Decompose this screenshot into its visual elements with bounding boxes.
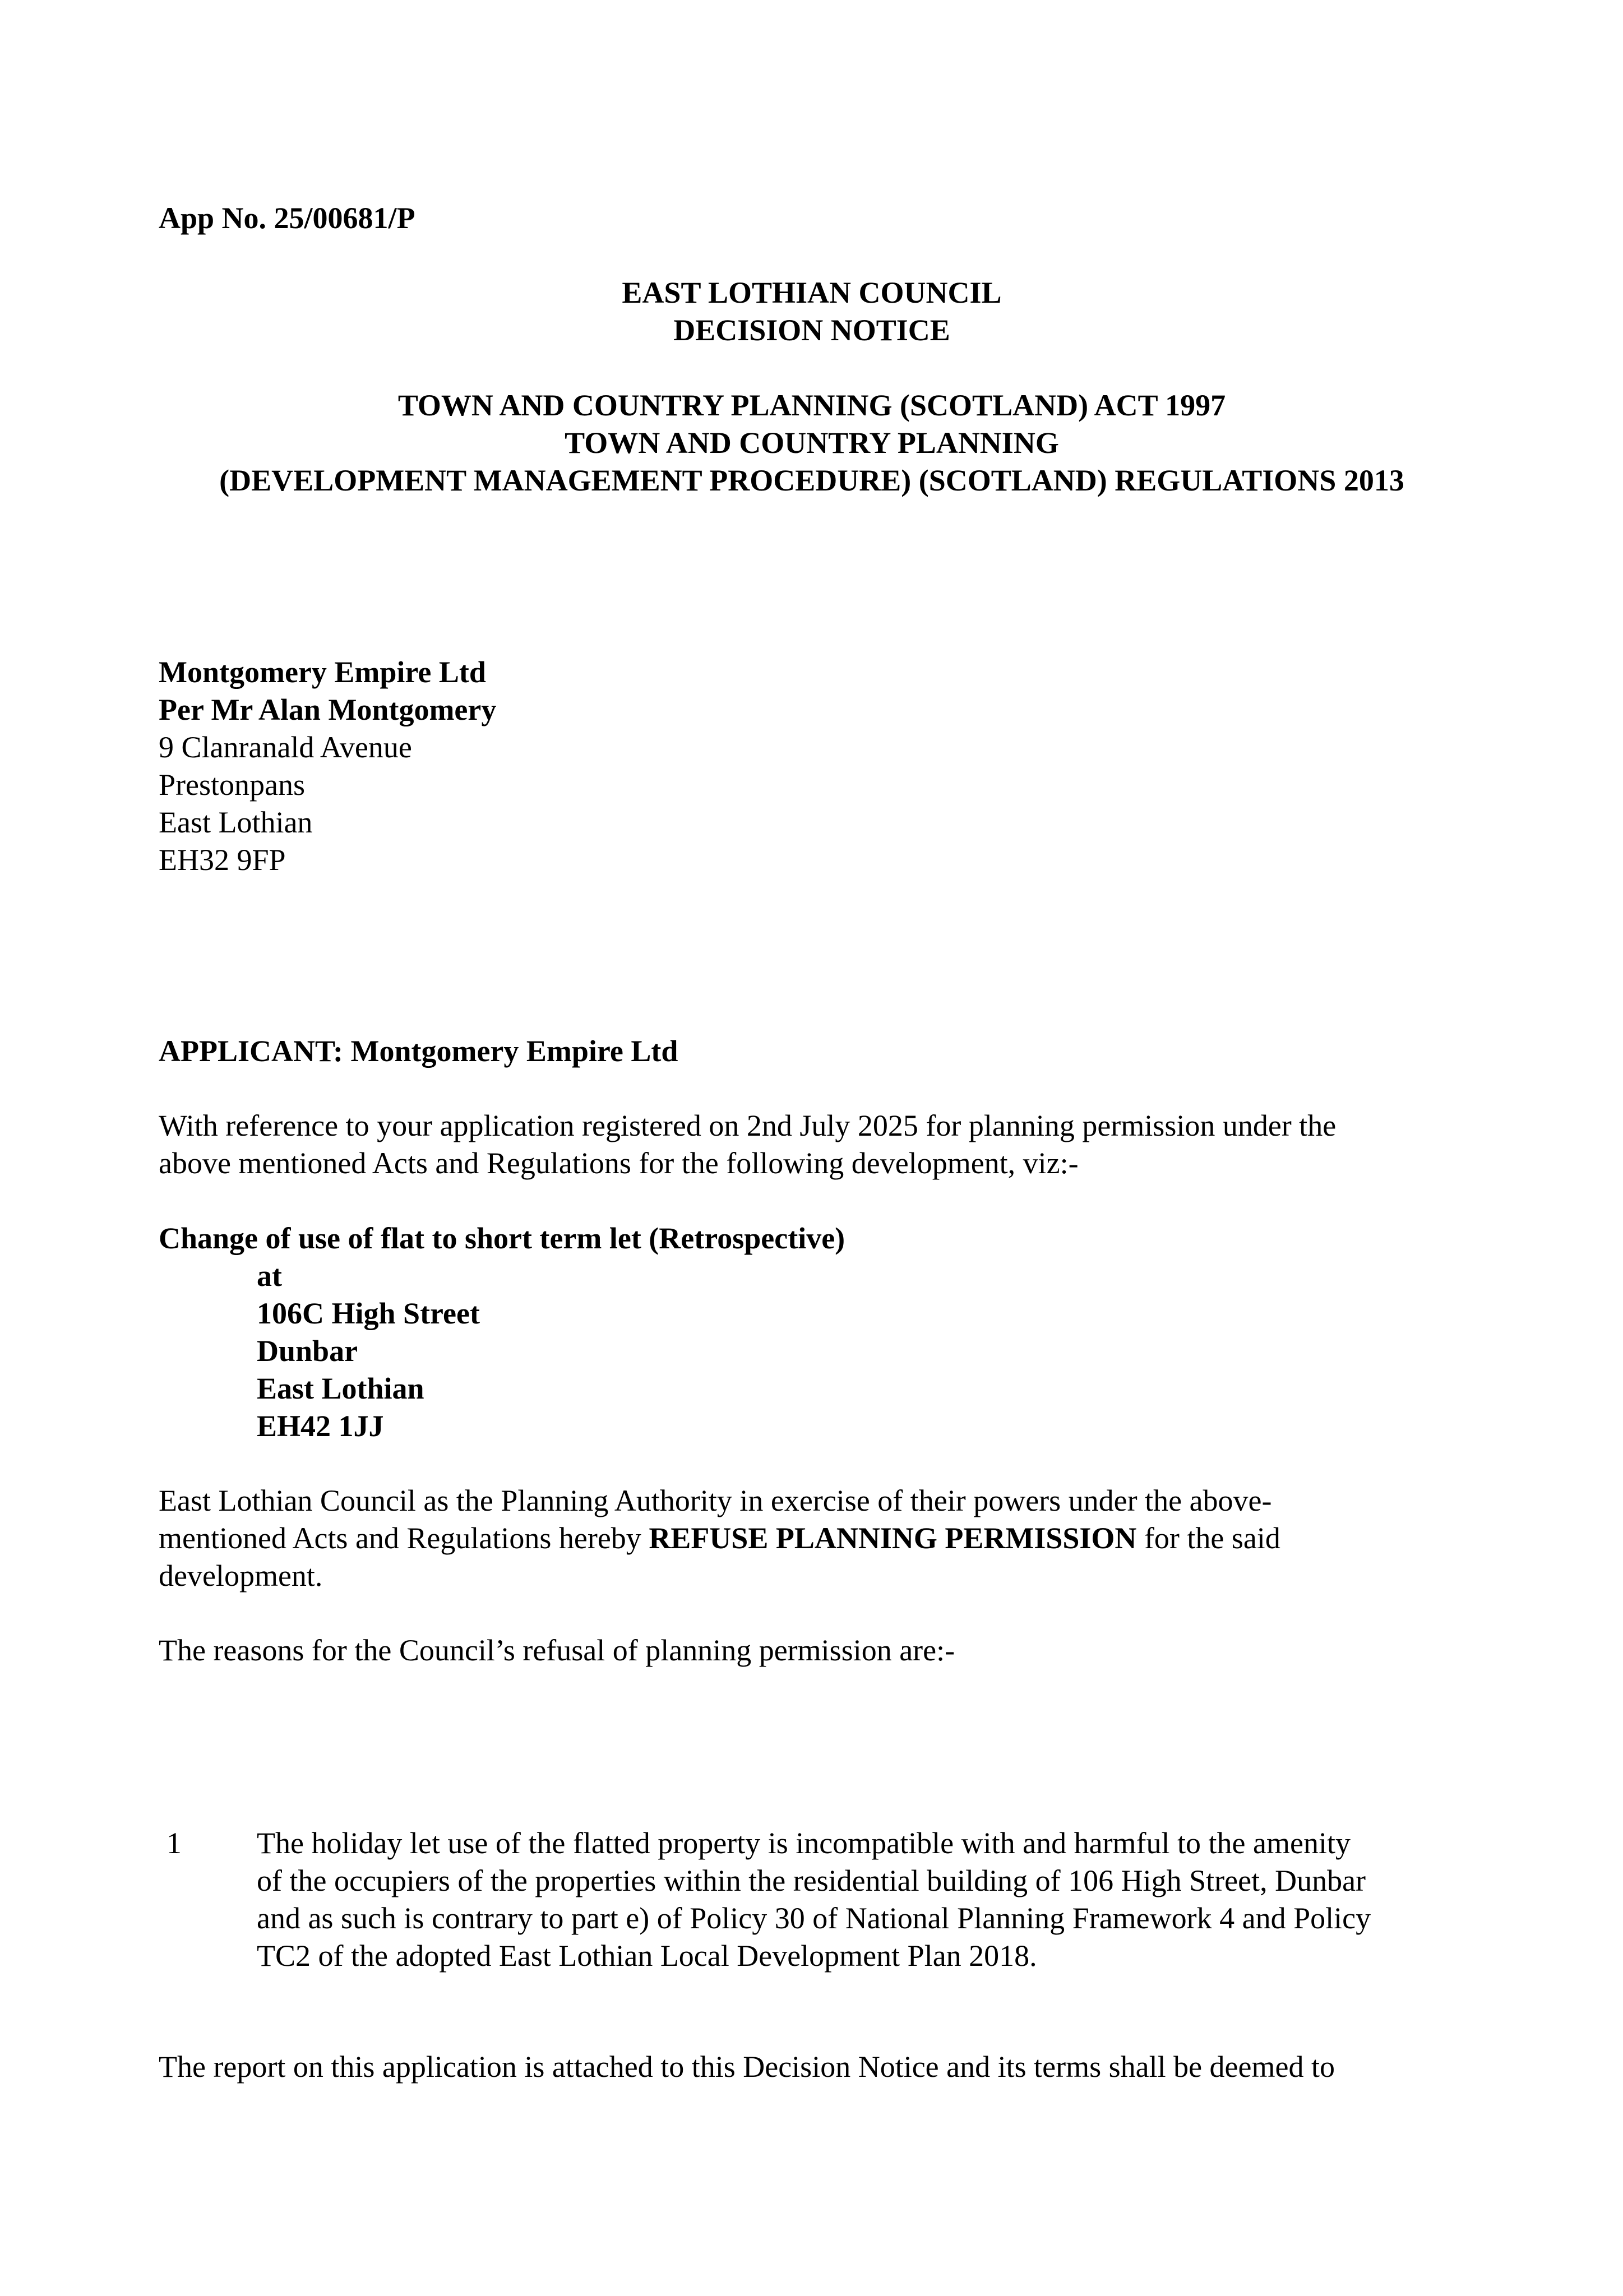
application-number: App No. 25/00681/P xyxy=(159,201,415,235)
report-line: The report on this application is attached to this Decision Notice and its terms shall be deemed to xyxy=(159,2050,1335,2084)
reference-line-1: With reference to your application registered on 2nd July 2025 for planning permission under the xyxy=(159,1109,1337,1142)
site-region: East Lothian xyxy=(257,1372,424,1405)
document-heading xyxy=(159,274,1465,349)
recipient-address xyxy=(159,654,496,879)
address-company: Montgomery Empire Ltd xyxy=(159,655,486,689)
notice-title: DECISION NOTICE xyxy=(673,313,950,347)
development-site xyxy=(257,1257,480,1445)
address-street: 9 Clanranald Avenue xyxy=(159,730,412,764)
legislation-heading xyxy=(159,387,1465,499)
address-postcode: EH32 9FP xyxy=(159,843,286,877)
decision-refusal: REFUSE PLANNING PERMISSION xyxy=(649,1521,1137,1555)
act-line-3: (DEVELOPMENT MANAGEMENT PROCEDURE) (SCOTLAND) REGULATIONS 2013 xyxy=(219,464,1404,497)
address-per: Per Mr Alan Montgomery xyxy=(159,693,497,726)
decision-line-2-pre: mentioned Acts and Regulations hereby xyxy=(159,1521,649,1555)
reference-line-2: above mentioned Acts and Regulations for the following development, viz:- xyxy=(159,1146,1079,1180)
reason-number: 1 xyxy=(167,1826,182,1860)
decision-line-2 xyxy=(159,1520,1280,1557)
reason-line-4: TC2 of the adopted East Lothian Local Development Plan 2018. xyxy=(257,1939,1037,1973)
applicant-line: APPLICANT: Montgomery Empire Ltd xyxy=(159,1034,678,1068)
decision-line-2-post: for the said xyxy=(1136,1521,1280,1555)
act-line-2: TOWN AND COUNTRY PLANNING xyxy=(565,426,1059,460)
site-town: Dunbar xyxy=(257,1334,358,1368)
reason-line-3: and as such is contrary to part e) of Policy 30 of National Planning Framework 4 and Policy xyxy=(257,1901,1371,1935)
decision-paragraph xyxy=(159,1482,1280,1595)
site-street: 106C High Street xyxy=(257,1297,480,1330)
reference-paragraph xyxy=(159,1107,1336,1182)
council-name: EAST LOTHIAN COUNCIL xyxy=(622,276,1002,309)
reason-text xyxy=(257,1825,1371,1975)
decision-line-1: East Lothian Council as the Planning Authority in exercise of their powers under the above- xyxy=(159,1484,1272,1517)
reason-line-2: of the occupiers of the properties within the residential building of 106 High Street, Dunbar xyxy=(257,1864,1366,1897)
decision-line-3: development. xyxy=(159,1559,323,1593)
act-line-1: TOWN AND COUNTRY PLANNING (SCOTLAND) ACT 1997 xyxy=(397,388,1226,422)
address-region: East Lothian xyxy=(159,806,313,839)
address-town: Prestonpans xyxy=(159,768,305,802)
site-at: at xyxy=(257,1259,282,1293)
reasons-intro: The reasons for the Council’s refusal of planning permission are:- xyxy=(159,1633,955,1667)
reason-line-1: The holiday let use of the flatted property is incompatible with and harmful to the amenity xyxy=(257,1826,1351,1860)
site-postcode: EH42 1JJ xyxy=(257,1409,384,1443)
development-description: Change of use of flat to short term let (Retrospective) xyxy=(159,1221,845,1255)
